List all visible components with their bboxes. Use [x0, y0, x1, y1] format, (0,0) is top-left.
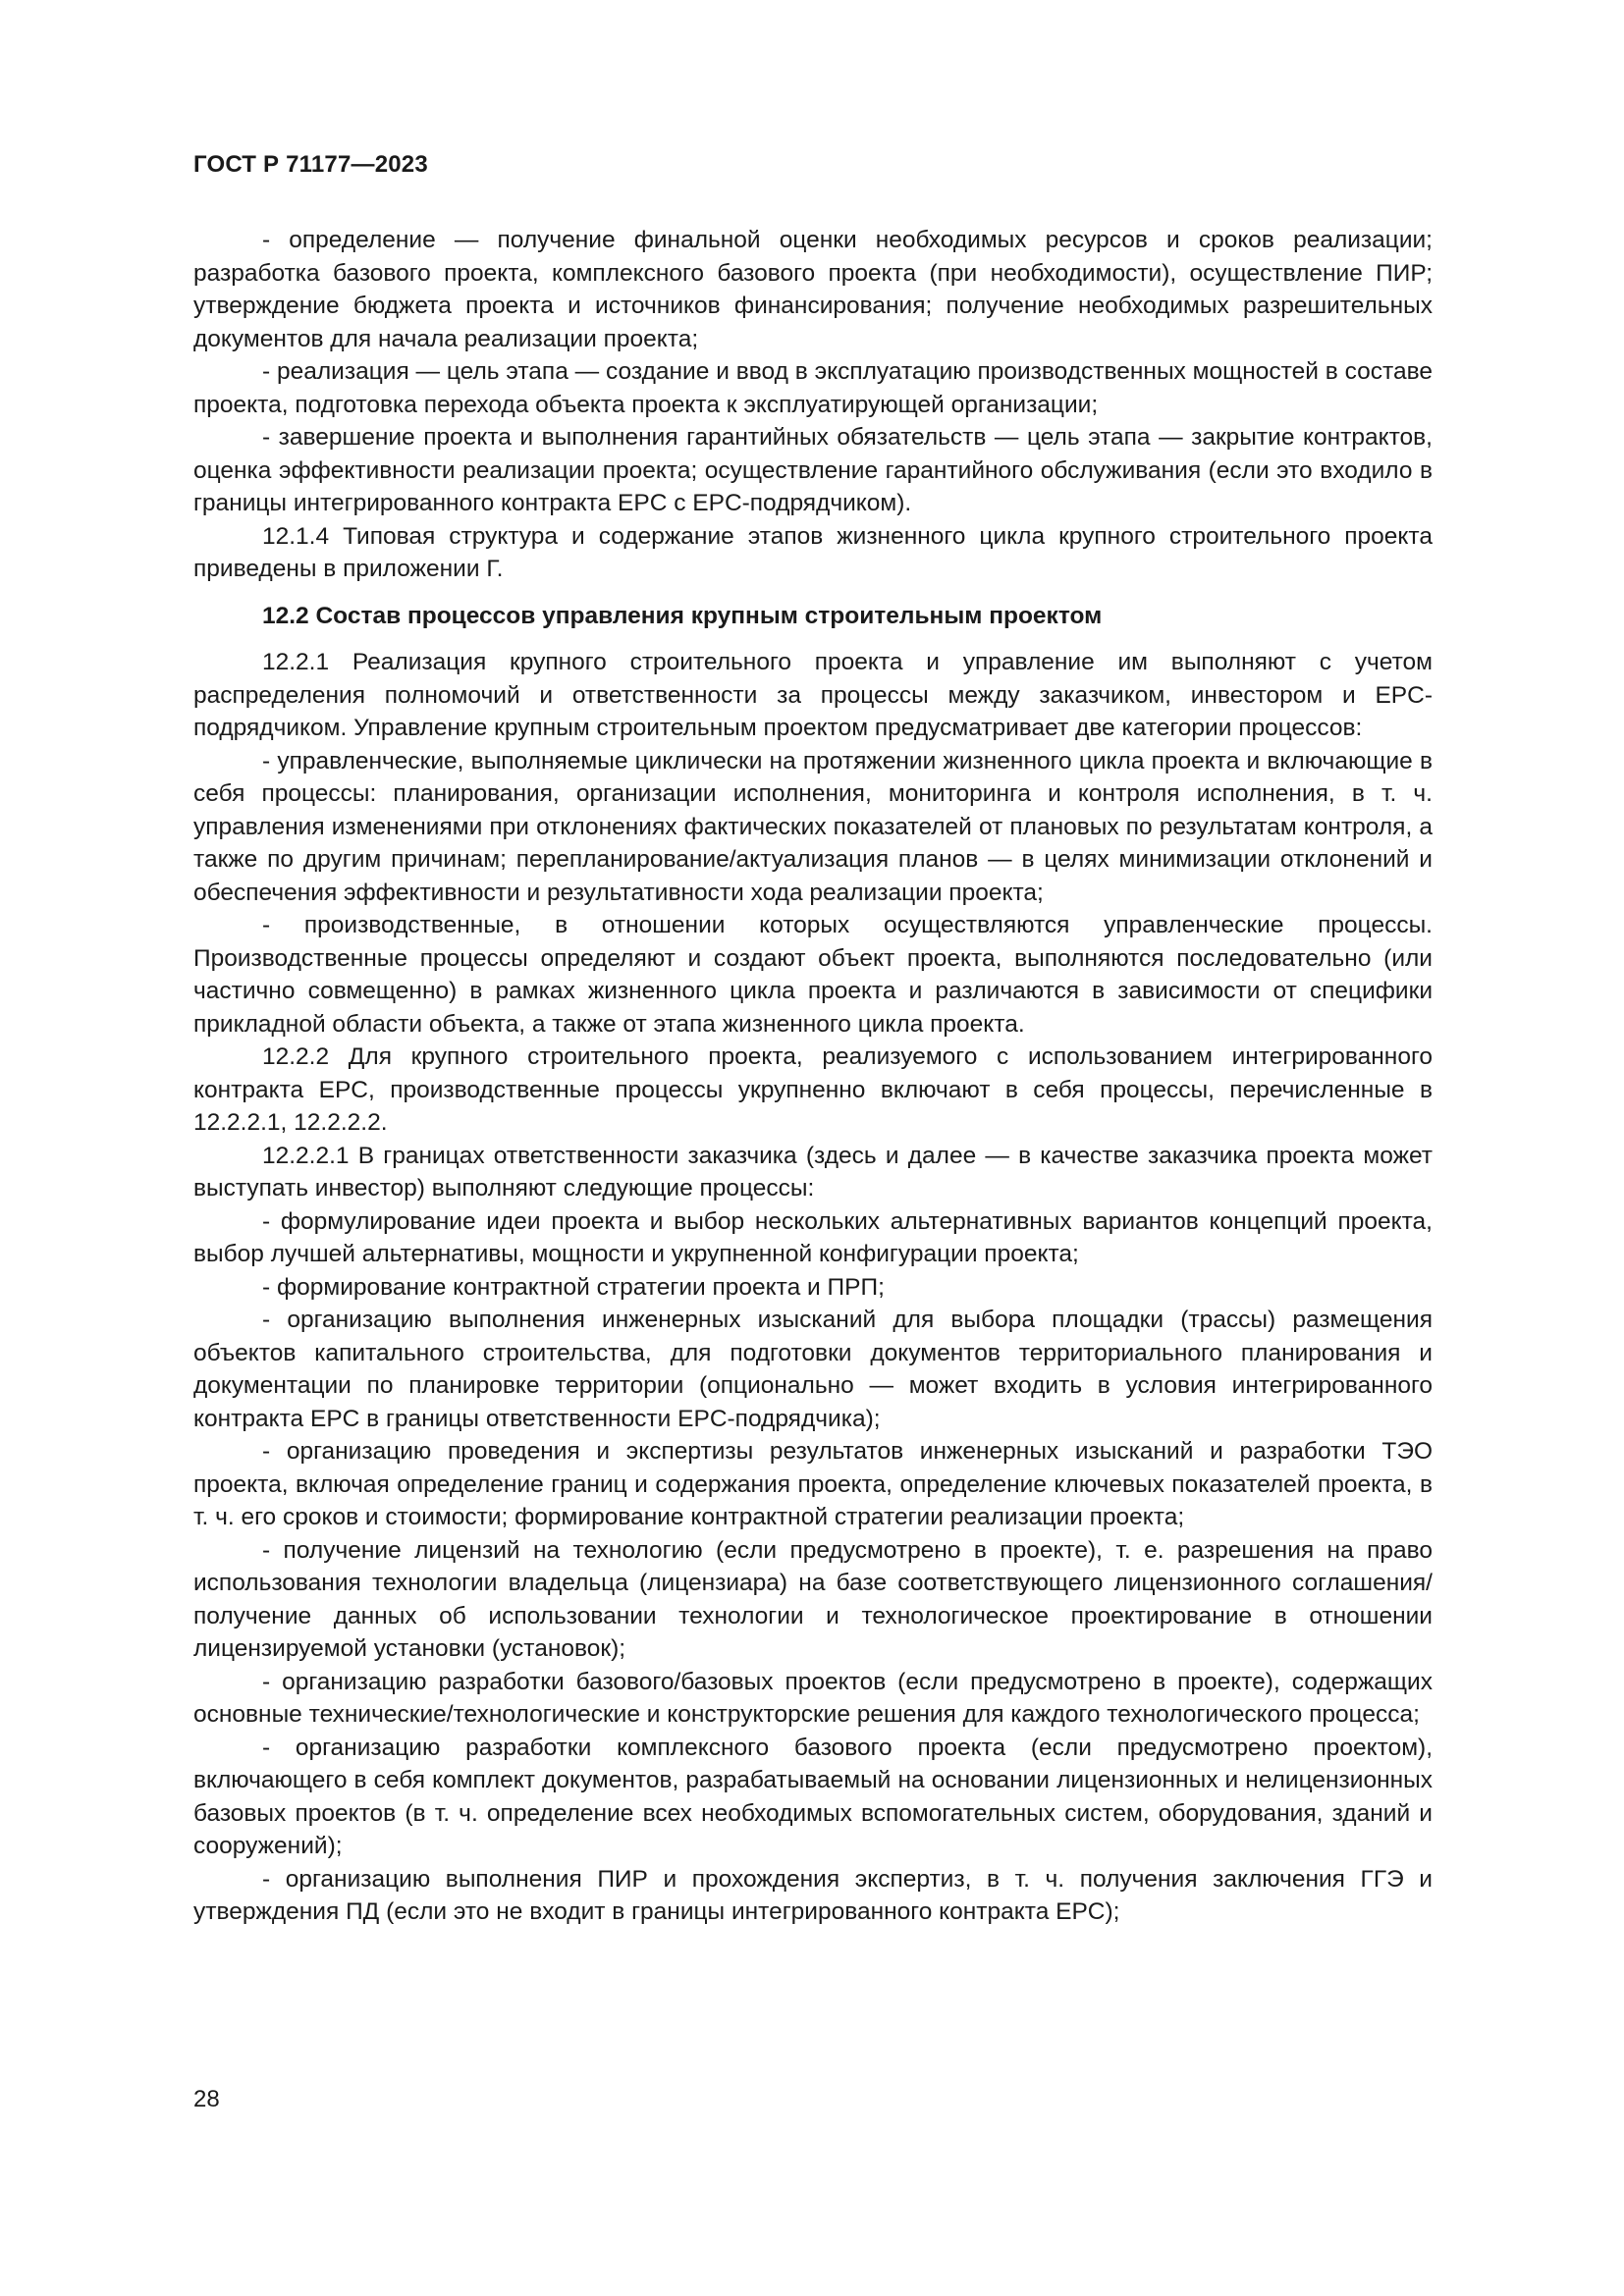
paragraph: 12.1.4 Типовая структура и содержание этапов жизненного цикла крупного строительного проекта приведены в приложении Г.	[193, 522, 1433, 582]
paragraph: - завершение проекта и выполнения гарантийных обязательств — цель этапа — закрытие контрактов, оценка эффективности реализации проекта; осуществление гарантийного обслуживания (если это входило в границы интегрированного контракта EPC с EPC-подрядчиком).	[193, 424, 1433, 516]
paragraph: - формирование контрактной стратегии проекта и ПРП;	[262, 1273, 885, 1301]
paragraph: - производственные, в отношении которых осуществляются управленческие процессы. Производственные процессы определяют и создают объект проекта, выполняются последовательно (или частично совмещенно) в рамках жизненного цикла проекта и различаются в зависимости от специфики прикладной области объекта, а также от этапа жизненного цикла проекта.	[193, 912, 1433, 1038]
page-number: 28	[193, 2086, 220, 2112]
paragraph: - организацию разработки базового/базовых проектов (если предусмотрено в проекте), содержащих основные технические/технологические и конструкторские решения для каждого технологического процесса;	[193, 1668, 1433, 1728]
paragraph: - формулирование идеи проекта и выбор нескольких альтернативных вариантов концепций проекта, выбор лучшей альтернативы, мощности и укрупненной конфигурации проекта;	[193, 1207, 1433, 1267]
paragraph: - организацию выполнения ПИР и прохождения экспертиз, в т. ч. получения заключения ГГЭ и утверждения ПД (если это не входит в границы интегрированного контракта EPC);	[193, 1865, 1433, 1925]
paragraph: 12.2.2.1 В границах ответственности заказчика (здесь и далее — в качестве заказчика проекта может выступать инвестор) выполняют следующие процессы:	[193, 1142, 1433, 1201]
paragraph: - организацию проведения и экспертизы результатов инженерных изысканий и разработки ТЭО проекта, включая определение границ и содержания проекта, определение ключевых показателей проекта, в т. ч. его сроков и стоимости; формирование контрактной стратегии реализации проекта;	[193, 1438, 1433, 1530]
document-code: ГОСТ Р 71177—2023	[193, 151, 428, 178]
paragraph: - организацию разработки комплексного базового проекта (если предусмотрено проектом), включающего в себя комплект документов, разрабатываемый на основании лицензионных и нелицензионных базовых проектов (в т. ч. определение всех необходимых вспомогательных систем, оборудования, зданий и сооружений);	[193, 1734, 1433, 1859]
paragraph: 12.2.1 Реализация крупного строительного проекта и управление им выполняют с учетом распределения полномочий и ответственности за процессы между заказчиком, инвестором и EPC-подрядчиком. Управление крупным строительным проектом предусматривает две категории процессов:	[193, 649, 1433, 741]
paragraph: - управленческие, выполняемые циклически на протяжении жизненного цикла проекта и включающие в себя процессы: планирования, организации исполнения, мониторинга и контроля исполнения, в т. ч. управления изменениями при отклонениях фактических показателей от плановых по результатам контроля, а также по другим причинам; перепланирование/актуализация планов — в целях минимизации отклонений и обеспечения эффективности и результативности хода реализации проекта;	[193, 747, 1433, 906]
section-heading: 12.2 Состав процессов управления крупным строительным проектом	[262, 602, 1103, 629]
paragraph: - реализация — цель этапа — создание и ввод в эксплуатацию производственных мощностей в составе проекта, подготовка перехода объекта проекта к эксплуатирующей организации;	[193, 358, 1433, 418]
paragraph: - организацию выполнения инженерных изысканий для выбора площадки (трассы) размещения объектов капитального строительства, для подготовки документов территориального планирования и документации по планировке территории (опционально — может входить в условия интегрированного контракта EPC в границы ответственности EPC-подрядчика);	[193, 1307, 1433, 1432]
paragraph: 12.2.2 Для крупного строительного проекта, реализуемого с использованием интегрированного контракта EPC, производственные процессы укрупненно включают в себя процессы, перечисленные в 12.2.2.1, 12.2.2.2.	[193, 1043, 1433, 1136]
paragraph: - получение лицензий на технологию (если предусмотрено в проекте), т. е. разрешения на право использования технологии владельца (лицензиара) на базе соответствующего лицензионного соглашения/получение данных об использовании технологии и технологическое проектирование в отношении лицензируемой установки (установок);	[193, 1536, 1433, 1662]
paragraph: - определение — получение финальной оценки необходимых ресурсов и сроков реализации; разработка базового проекта, комплексного базового проекта (при необходимости), осуществление ПИР; утверждение бюджета проекта и источников финансирования; получение необходимых разрешительных документов для начала реализации проекта;	[193, 227, 1433, 352]
document-body	[193, 224, 1433, 1929]
